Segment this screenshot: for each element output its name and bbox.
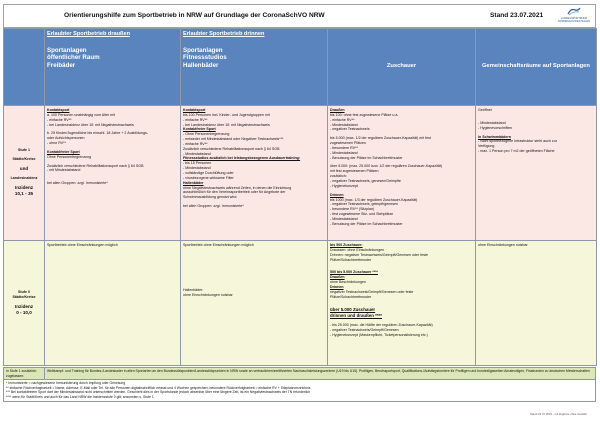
cell-line: bei allen Gruppen: zzgl. Immunisierte* <box>47 181 108 186</box>
cell-line: - einfache RV** <box>183 141 208 146</box>
cell-line: - Mindestabstand <box>330 216 358 221</box>
footnotes <box>4 380 596 401</box>
document-title: Orientierungshilfe zum Sportbetrieb in NRW auf Grundlage der CoronaSchVO NRW <box>64 12 325 19</box>
col-header-indoor <box>181 29 328 106</box>
cell-line: - max. 1 Person pro 7 m2 der geöffneten Fläche <box>478 149 555 154</box>
cell-line: - virusbezogene wirksame Filter <box>183 175 234 180</box>
cell-line: bis 100 Personen incl. Kinder- und Jugendgruppen mit <box>183 112 270 117</box>
cell-line: - Hygienekonzept (Maskenpflicht, Ticketpersonalisierung etc.) <box>330 333 428 337</box>
cell-line: Geöffnet <box>478 108 492 112</box>
cell-line: - ohne RV** <box>47 141 66 146</box>
cell-line: - Nicht sportbezogene Infrastruktur steht auch zur <box>478 139 557 144</box>
cell-line: zugewiesenen Plätzen <box>330 141 366 146</box>
cell-line: a. 100 Personen unabhängig vom Alter mit <box>47 112 115 117</box>
cell-line: b. 25 Kinder/Jugendliche bis einschl. 18 Jahre + 2 Ausbildungs- <box>47 131 148 136</box>
stufe-0-common-rooms-cell <box>476 241 597 366</box>
col-sub-indoor-a: Sportanlagen <box>183 46 223 54</box>
col-header-spectators: Zuschauer <box>328 29 476 106</box>
cell-line: - bis 25.000 (max. die Hälfte der regulären Zuschauer-Kapazität) <box>330 323 433 328</box>
stufe-0-spectators-cell <box>328 241 476 366</box>
stufe-1-indoor-cell <box>181 106 328 241</box>
cell-line: Drinnen <box>330 284 344 289</box>
col-title-outdoor: Erlaubter Sportbetrieb draußen <box>47 31 130 37</box>
cell-line: bis 1000 (max. 1/3 der regulären Zuschauer-Kapazität) <box>330 197 418 202</box>
cell-line: - Mindestabstand <box>330 150 358 155</box>
footnote: **** wenn für Stadt/Kreis und auch für das Land NRW die Inzidenzstufe 0 gilt; ansonsten s. Stufe 1 <box>6 394 154 399</box>
col-header-common-rooms: Gemeinschaftsräume auf Sportanlagen <box>476 29 597 106</box>
cell-line: Draußen <box>330 275 345 280</box>
stufe-1-common-rooms-cell <box>476 106 597 241</box>
notes-row-footnotes <box>4 380 596 401</box>
cell-line: bis 5.000 (max. 1/2 der regulären Zuschauer-Kapazität) mit fest <box>330 136 431 141</box>
cell-line: ohne Einschränkungen nutzbar <box>183 292 233 297</box>
cell-line: ohne Negativtestnachweis während Zeiten, in denen die Einrichtung <box>183 185 292 190</box>
cell-line: - negativer Testnachweis <box>330 127 370 132</box>
stufe-1-line: Landesinzidenz <box>10 176 38 181</box>
logo-text: LANDESSPORTBUND NORDRHEIN-WESTFALEN <box>557 17 591 24</box>
cell-line: - bei Landesinzidenz über 10: mit Negativtestnachweis <box>183 122 270 127</box>
stufe-0-outdoor-cell <box>45 241 181 366</box>
footnote: *** Bei kontaktfreiem Sport darf der Mindestabstand nicht unterschritten werden. Geschieht dies in der Sportstunde jedoch absehbar über eine längere Zeit, ist ein Negativtestnachweis der TN erforderlich <box>6 390 311 395</box>
cell-line: - einfache RV** <box>330 117 355 122</box>
cell-line: Zusätzlich verschiedene Rehabilitationssport nach § 64 SGB <box>47 163 144 168</box>
stufe-1-spectators-cell <box>328 106 476 241</box>
cell-line: - bei Landesinzidenz über 10: mit Negativtestnachweis <box>47 122 134 127</box>
table-header-row <box>4 29 597 106</box>
col-sub-indoor-b: Fitnessstudios <box>183 54 227 62</box>
cell-line: Hallenbäder <box>183 180 204 185</box>
cell-line: Kontaktfreier Sport <box>183 127 216 132</box>
cell-line: - entweder mit Mindestabstand oder Negativer Testnachweis*** <box>183 137 284 142</box>
cell-line: Drinnen: negativer Testnachweis/Geimpft/Genesen oder feste <box>330 252 429 257</box>
cell-line: Draußen <box>330 108 345 112</box>
cell-line: - Mindestabstand <box>330 122 358 127</box>
cell-line: - Hygienevorschriften <box>478 125 512 130</box>
cell-line: 500 bis 5.000 Zuschauer **** <box>330 270 378 275</box>
cell-line: - negativer Testnachweis/Geimpft/Genesen <box>330 328 399 333</box>
status-date: Stand 23.07.2021 <box>490 12 544 19</box>
table-row-stufe-1 <box>4 106 597 241</box>
cell-line: Drinnen <box>330 192 344 197</box>
cell-line: über 5.000: (max. 25.000 bzw. 1/2 der regulären Zuschauer-Kapazität) <box>330 164 443 169</box>
table-row-stufe-0 <box>4 241 597 366</box>
notes-stufe-hint: In Stufe 1 zusätzlich zugelassen: <box>4 368 45 380</box>
cell-line: - vollständige Durchlüftung oder <box>183 170 234 175</box>
col-header-outdoor <box>45 29 181 106</box>
col-sub-outdoor-c: Freibäder <box>47 62 76 70</box>
footnote: * Immunisierte = nachgewiesene Immunisierung durch Impfung oder Genesung <box>6 381 126 386</box>
cell-line: - fest zugewiesene Sitz- und Stehplätze <box>330 212 394 217</box>
footer-text: Stand 23.07.2021 - mit Ergänze ohne Gewähr <box>530 412 588 416</box>
cell-line: negativer Testnachweis/Geimpft/Genesen oder feste <box>330 289 414 294</box>
cell-line: - Hygienekonzept <box>330 183 358 188</box>
cell-line: - mit Mindestabstand <box>47 168 81 173</box>
stufe-1-line: 10,1 - 35 <box>14 191 34 197</box>
header-bar <box>3 4 596 28</box>
cell-line: - einfache RV** <box>183 117 208 122</box>
stufe-0-line: Stufe 0 <box>18 289 30 294</box>
stufe-0-line: 0 - 10,0 <box>16 309 32 315</box>
stufe-1-line: und <box>19 166 29 172</box>
stufe-1-line: Städte/Kreise <box>12 157 36 162</box>
cell-line: Ohne Personenbegrenzung <box>47 154 92 159</box>
cell-line: Draussen: ohne Einschränkungen <box>330 247 385 252</box>
cell-line: Zusätzlich verschiedene Rehabilitationssport nach § 64 SGB <box>183 146 280 151</box>
cell-line: bis 100: ohne fest zugewiesene Plätze u.a. <box>330 112 399 117</box>
cell-line: - Mindestabstand <box>183 151 211 156</box>
cell-line: ohne Beschränkungen <box>330 280 366 285</box>
stufe-1-line: Stufe 1 <box>18 148 30 153</box>
cell-line: Sportbetrieb ohne Einschränkungen möglich <box>183 243 254 247</box>
regulations-table <box>3 28 597 366</box>
notes-row-stufe <box>4 368 596 380</box>
cell-line: Kontaktsport <box>183 108 206 112</box>
cell-line: - besondere RV** (Sitzplan) <box>330 207 375 212</box>
col-sub-indoor-c: Hallenbäder <box>183 62 219 70</box>
cell-line: - bis 15 Personen <box>183 161 212 166</box>
stufe-0-indoor-cell <box>181 241 328 366</box>
cell-line: - negativer Testnachweis, genesen/Geimpfte <box>330 178 401 183</box>
lsb-logo <box>553 7 595 26</box>
cell-line: mit fest zugewiesenen Plätzen <box>330 169 379 174</box>
cell-line: bis 500 Zuschauer: <box>330 243 363 247</box>
cell-line: ausschließlich für den Vereinssportbetrieb oder für Angebote der <box>183 190 286 195</box>
cell-line: Kontaktsport <box>47 108 70 112</box>
cell-line: über 5.000 Zuschauer <box>330 307 376 313</box>
cell-line: - Mindestabstand <box>478 120 506 125</box>
stufe-1-label <box>4 106 45 241</box>
cell-line: ohne Einschränkungen nutzbar <box>478 243 528 247</box>
col-sub-outdoor-a: Sportanlagen <box>47 46 87 54</box>
stufe-1-line: Inzidenz <box>14 185 34 191</box>
cell-line: Kontaktfreier Sport <box>47 149 80 154</box>
cell-line: Plätze/Schachbrettmuster <box>330 257 372 262</box>
cell-line: - Benutzung der Plätze im Schachbrettmuster <box>330 155 403 160</box>
stufe-0-line: Inzidenz <box>14 303 34 309</box>
stufe-1-outdoor-cell <box>45 106 181 241</box>
notes-stufe-text: Wettkampf- und Training für Bundes-/Landeskader in allen Sportarten an den Bundesstützpunkten/Landesstützpunkten in NRW sowie an vertraulichen/zertifizierten Nachwuchsleistungszentren (U19 bis U15). Profiligen, Berufssportsport, Qualifikations-/Aufstiegsturniere für Profiligen und bundesligaweiten Amateurligen, Finalrunden zu deutschen Meisterschaften <box>45 368 596 380</box>
cell-line: - besondere RV** <box>330 145 358 150</box>
cell-line: Verfügung <box>478 144 495 149</box>
cell-line: Sportbetrieb ohne Einschränkungen möglich <box>47 243 118 247</box>
cell-line: oder Aufsichtspersonen <box>47 136 85 141</box>
stufe-0-label <box>4 241 45 366</box>
stufe-0-line: Städte/Kreise <box>12 294 36 299</box>
col-sub-outdoor-b: öffentlicher Raum <box>47 54 100 62</box>
cell-line: - negativer Testnachweis, geimpft/genesen <box>330 202 399 207</box>
cell-line: drinnen und draußen **** <box>330 313 382 319</box>
cell-line: Hallenbäder: <box>183 287 204 292</box>
cell-line: In Schwimmbädern <box>478 134 511 139</box>
header-empty-cell <box>4 29 45 106</box>
logo-mark-icon <box>566 7 582 16</box>
col-title-indoor: Erlaubter Sportbetrieb drinnen <box>183 31 265 37</box>
footnote: ** einfache Rückverfolgbarkeit = Name, Adresse, E-Mail oder Tel. für alle Personen digital/schriftlich erfasst und 4 Wochen gespeichert; besondere Rückverfolgbarkeit = einfache RV + Sitzplatzverzeichnis <box>6 385 311 390</box>
cell-line: Schwimmausbildung genutzt wird. <box>183 195 238 200</box>
cell-line: - Mindestabstand <box>183 166 211 171</box>
cell-line: Plätze/Schachbrettmuster <box>330 294 372 299</box>
cell-line: - Benutzung der Plätze im Schachbrettmuster <box>330 221 403 226</box>
cell-line: - einfache RV** <box>47 117 72 122</box>
cell-line: - Ohne Personenbegrenzung <box>183 132 230 137</box>
cell-line: Fitnessstudios zusätzlich bei leistungsbezogenen Ausdauertraining: <box>183 156 301 161</box>
cell-line: zusätzlich: <box>330 174 347 179</box>
cell-line: bei allen Gruppen: zzgl. Immunisierte* <box>183 204 244 209</box>
notes-table <box>3 367 596 402</box>
